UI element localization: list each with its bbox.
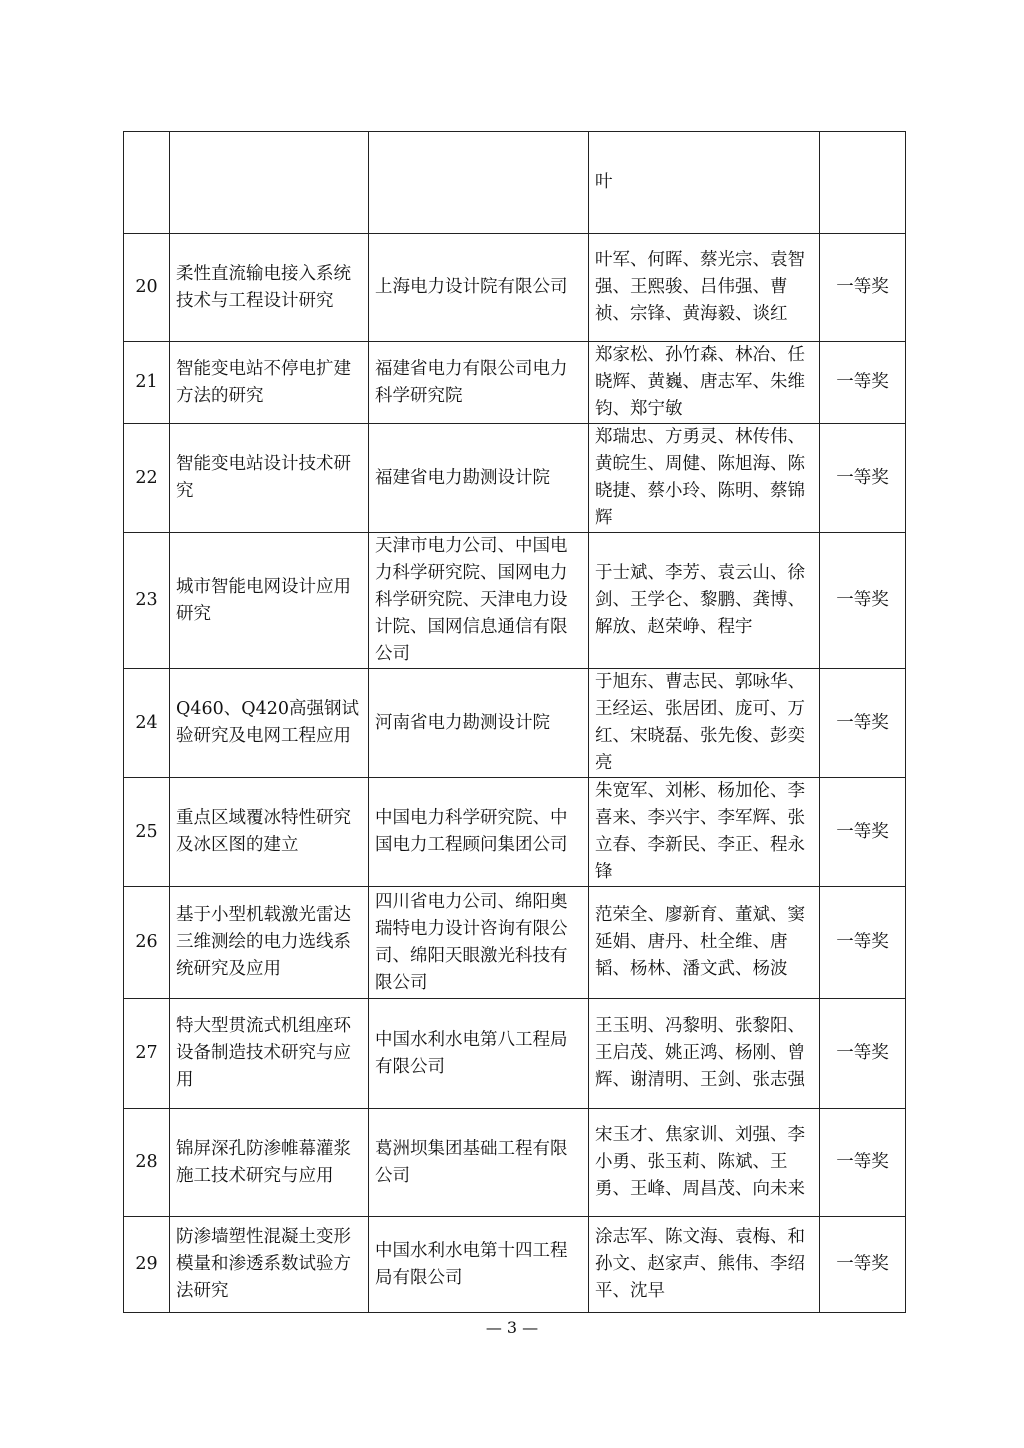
cell-people: 于士斌、李芳、袁云山、徐剑、王学仑、黎鹏、龚博、解放、赵荣峥、程宇 — [589, 533, 820, 669]
table-row — [124, 1109, 906, 1217]
awards-table — [123, 131, 906, 1313]
cell-org: 中国电力科学研究院、中国电力工程顾问集团公司 — [369, 778, 589, 887]
cell-title: 柔性直流输电接入系统技术与工程设计研究 — [170, 234, 369, 342]
cell-org: 葛洲坝集团基础工程有限公司 — [369, 1109, 589, 1217]
cell-award: 一等奖 — [820, 778, 906, 887]
table-row — [124, 1217, 906, 1313]
cell-title — [170, 132, 369, 234]
cell-award: 一等奖 — [820, 999, 906, 1109]
cell-num: 23 — [124, 533, 170, 669]
cell-people: 叶 — [589, 132, 820, 234]
table-row — [124, 342, 906, 424]
cell-num: 25 — [124, 778, 170, 887]
cell-num — [124, 132, 170, 234]
cell-people: 王玉明、冯黎明、张黎阳、王启茂、姚正鸿、杨刚、曾辉、谢清明、王剑、张志强 — [589, 999, 820, 1109]
cell-award: 一等奖 — [820, 669, 906, 778]
cell-people: 范荣全、廖新育、董斌、窦延娟、唐丹、杜全维、唐韬、杨林、潘文武、杨波 — [589, 887, 820, 999]
cell-award: 一等奖 — [820, 234, 906, 342]
cell-title: 重点区域覆冰特性研究及冰区图的建立 — [170, 778, 369, 887]
cell-org: 中国水利水电第十四工程局有限公司 — [369, 1217, 589, 1313]
table-row-continuation — [124, 132, 906, 234]
cell-title: Q460、Q420高强钢试验研究及电网工程应用 — [170, 669, 369, 778]
page-number: — 3 — — [485, 1318, 539, 1337]
table-row — [124, 778, 906, 887]
table-row — [124, 424, 906, 533]
cell-org: 四川省电力公司、绵阳奥瑞特电力设计咨询有限公司、绵阳天眼激光科技有限公司 — [369, 887, 589, 999]
cell-org — [369, 132, 589, 234]
cell-org: 福建省电力勘测设计院 — [369, 424, 589, 533]
cell-award: 一等奖 — [820, 887, 906, 999]
table-row — [124, 533, 906, 669]
cell-org: 天津市电力公司、中国电力科学研究院、国网电力科学研究院、天津电力设计院、国网信息通信有限公司 — [369, 533, 589, 669]
cell-num: 26 — [124, 887, 170, 999]
cell-num: 24 — [124, 669, 170, 778]
cell-num: 20 — [124, 234, 170, 342]
cell-people: 郑家松、孙竹森、林冶、任晓辉、黄巍、唐志军、朱维钧、郑宁敏 — [589, 342, 820, 424]
cell-people: 朱宽军、刘彬、杨加伦、李喜来、李兴宇、李军辉、张立春、李新民、李正、程永锋 — [589, 778, 820, 887]
table-row — [124, 887, 906, 999]
cell-org: 上海电力设计院有限公司 — [369, 234, 589, 342]
cell-award — [820, 132, 906, 234]
cell-people: 于旭东、曹志民、郭咏华、王经运、张居团、庞可、万红、宋晓磊、张先俊、彭奕亮 — [589, 669, 820, 778]
cell-title: 特大型贯流式机组座环设备制造技术研究与应用 — [170, 999, 369, 1109]
awards-table-body — [124, 132, 906, 1313]
cell-people: 叶军、何晖、蔡光宗、袁智强、王熙骏、吕伟强、曹祯、宗锋、黄海毅、谈红 — [589, 234, 820, 342]
cell-award: 一等奖 — [820, 533, 906, 669]
cell-people: 宋玉才、焦家训、刘强、李小勇、张玉莉、陈斌、王勇、王峰、周昌茂、向未来 — [589, 1109, 820, 1217]
cell-title: 防渗墙塑性混凝土变形模量和渗透系数试验方法研究 — [170, 1217, 369, 1313]
cell-org: 河南省电力勘测设计院 — [369, 669, 589, 778]
table-row — [124, 999, 906, 1109]
cell-num: 28 — [124, 1109, 170, 1217]
cell-num: 22 — [124, 424, 170, 533]
table-row — [124, 669, 906, 778]
cell-num: 27 — [124, 999, 170, 1109]
cell-title: 锦屏深孔防渗帷幕灌浆施工技术研究与应用 — [170, 1109, 369, 1217]
cell-num: 21 — [124, 342, 170, 424]
cell-org: 中国水利水电第八工程局有限公司 — [369, 999, 589, 1109]
cell-award: 一等奖 — [820, 1109, 906, 1217]
table-row — [124, 234, 906, 342]
cell-title: 城市智能电网设计应用研究 — [170, 533, 369, 669]
cell-title: 智能变电站不停电扩建方法的研究 — [170, 342, 369, 424]
cell-award: 一等奖 — [820, 424, 906, 533]
cell-people: 涂志军、陈文海、袁梅、和孙文、赵家声、熊伟、李绍平、沈早 — [589, 1217, 820, 1313]
cell-num: 29 — [124, 1217, 170, 1313]
cell-title: 智能变电站设计技术研究 — [170, 424, 369, 533]
cell-org: 福建省电力有限公司电力科学研究院 — [369, 342, 589, 424]
cell-award: 一等奖 — [820, 342, 906, 424]
cell-title: 基于小型机载激光雷达三维测绘的电力选线系统研究及应用 — [170, 887, 369, 999]
cell-people: 郑瑞忠、方勇灵、林传伟、黄皖生、周健、陈旭海、陈晓捷、蔡小玲、陈明、蔡锦辉 — [589, 424, 820, 533]
cell-award: 一等奖 — [820, 1217, 906, 1313]
